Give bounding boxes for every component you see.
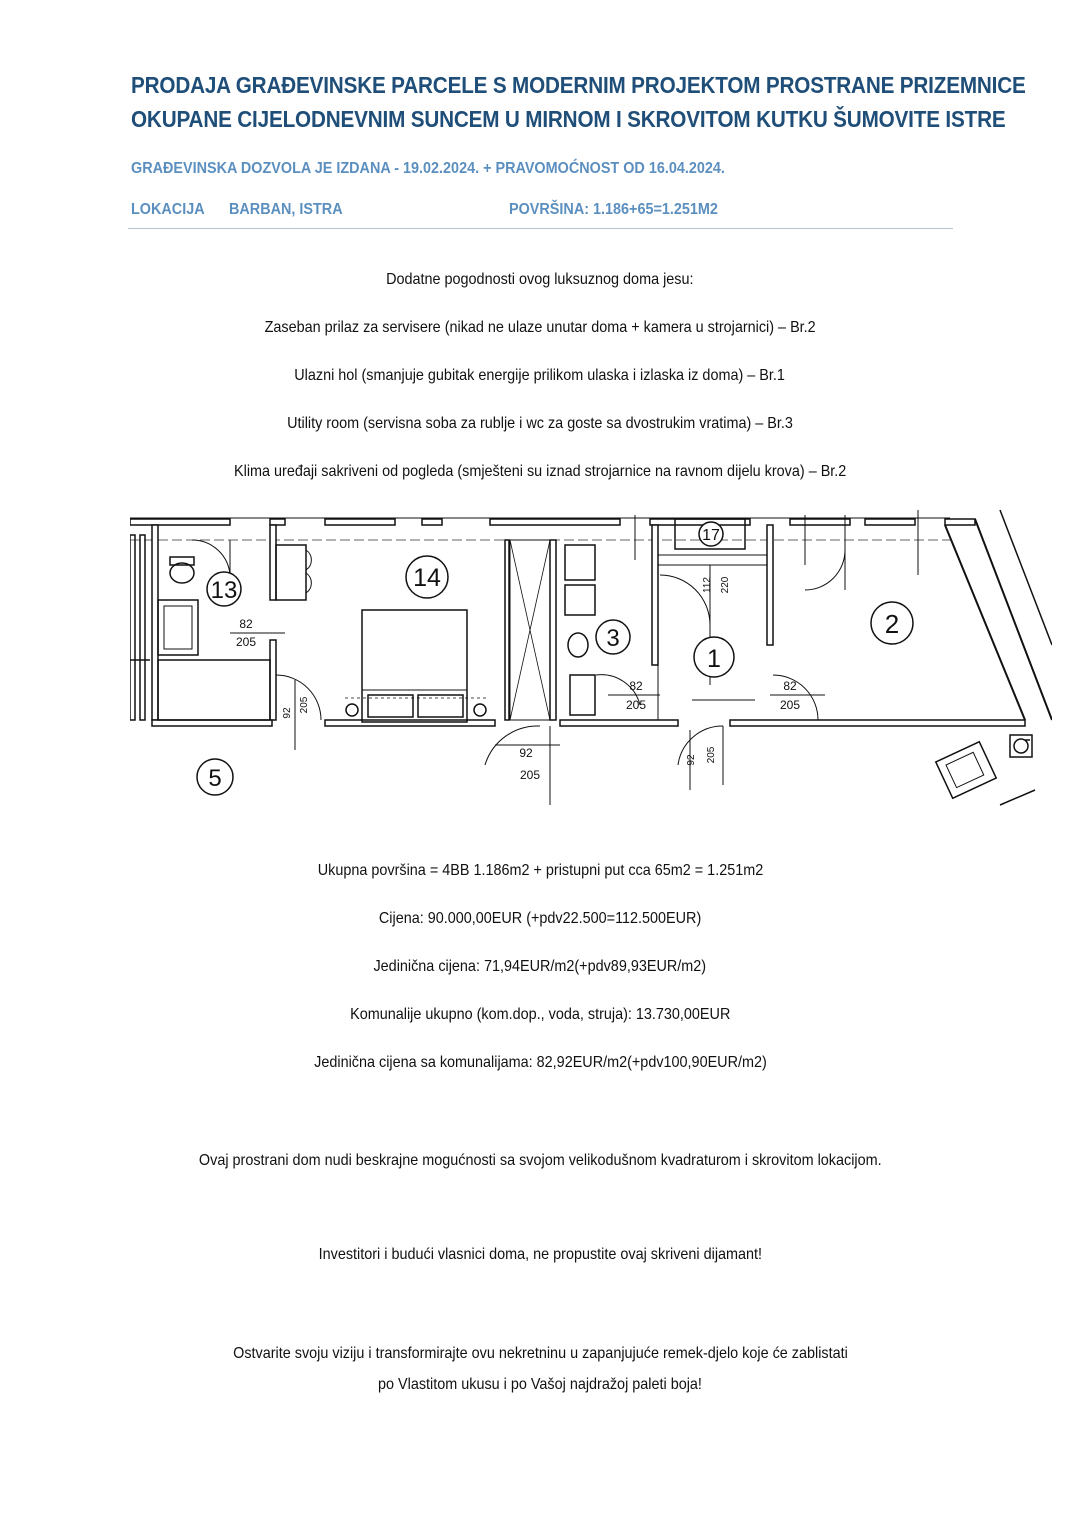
closing-paragraph-1: Ovaj prostrani dom nudi beskrajne mogućnosti sa svojom velikodušnom kvadraturom i skrovitom lokacijom. [198,1152,882,1169]
location-label: LOKACIJA [131,201,205,218]
door-dim: 112 [702,577,713,593]
floor-plan [130,505,1052,810]
door-dim: 205 [299,696,310,714]
door-dim: 205 [779,698,801,712]
door-dim: 92 [282,707,293,719]
door-dim: 82 [783,679,797,693]
feature-item: Ulazni hol (smanjuje gubitak energije prilikom ulaska i izlaska iz doma) – Br.1 [294,367,786,384]
utilities: Komunalije ukupno (kom.dop., voda, struja): 13.730,00EUR [349,1006,731,1023]
permit-info: GRAĐEVINSKA DOZVOLA JE IZDANA - 19.02.2024. + PRAVOMOĆNOST OD 16.04.2024. [131,160,725,177]
door-dim: 82 [629,679,643,693]
door-dim: 205 [519,768,541,782]
unit-price-with-utilities: Jedinična cijena sa komunalijama: 82,92EUR/m2(+pdv100,90EUR/m2) [313,1054,767,1071]
title-line-2: OKUPANE CIJELODNEVNIM SUNCEM U MIRNOM I SKROVITOM KUTKU ŠUMOVITE ISTRE [131,106,1006,132]
door-dim: 92 [686,754,697,766]
price: Cijena: 90.000,00EUR (+pdv22.500=112.500EUR) [378,910,702,927]
closing-paragraph-3b: po Vlastitom ukusu i po Vašoj najdražoj paleti boja! [378,1376,702,1393]
area-info: POVRŠINA: 1.186+65=1.251M2 [509,201,718,218]
header-divider [128,228,953,229]
closing-paragraph-3a: Ostvarite svoju viziju i transformirajte ovu nekretninu u zapanjujuće remek-djelo koje će zablistati [232,1345,848,1362]
room-17-label: 17 [702,527,720,544]
door-dim: 92 [519,746,533,760]
feature-item: Klima uređaji sakriveni od pogleda (smješteni su iznad strojarnice na ravnom dijelu krova) – Br.2 [233,463,847,480]
room-3-label: 3 [606,625,620,652]
door-dim: 82 [239,617,253,631]
door-dim: 220 [720,576,731,594]
room-1-label: 1 [707,645,721,673]
feature-item: Zaseban prilaz za servisere (nikad ne ulaze unutar doma + kamera u strojarnici) – Br.2 [264,319,816,336]
room-2-label: 2 [884,609,900,639]
door-dim: 205 [706,746,717,764]
closing-paragraph-2: Investitori i budući vlasnici doma, ne propustite ovaj skriveni dijamant! [318,1246,762,1263]
room-5-label: 5 [208,765,222,792]
room-14-label: 14 [413,564,441,592]
location-value: BARBAN, ISTRA [229,201,343,218]
location-row [131,201,951,223]
unit-price: Jedinična cijena: 71,94EUR/m2(+pdv89,93EUR/m2) [373,958,707,975]
door-dim: 205 [625,698,647,712]
total-area: Ukupna površina = 4BB 1.186m2 + pristupni put cca 65m2 = 1.251m2 [317,862,763,879]
feature-item: Utility room (servisna soba za rublje i wc za goste sa dvostrukim vratima) – Br.3 [287,415,793,432]
page-title [131,68,1026,136]
title-line-1: PRODAJA GRAĐEVINSKE PARCELE S MODERNIM PROJEKTOM PROSTRANE PRIZEMNICE [131,72,1026,98]
room-13-label: 13 [210,577,238,604]
door-dim: 205 [235,635,257,649]
features-intro: Dodatne pogodnosti ovog luksuznog doma jesu: [386,271,694,288]
